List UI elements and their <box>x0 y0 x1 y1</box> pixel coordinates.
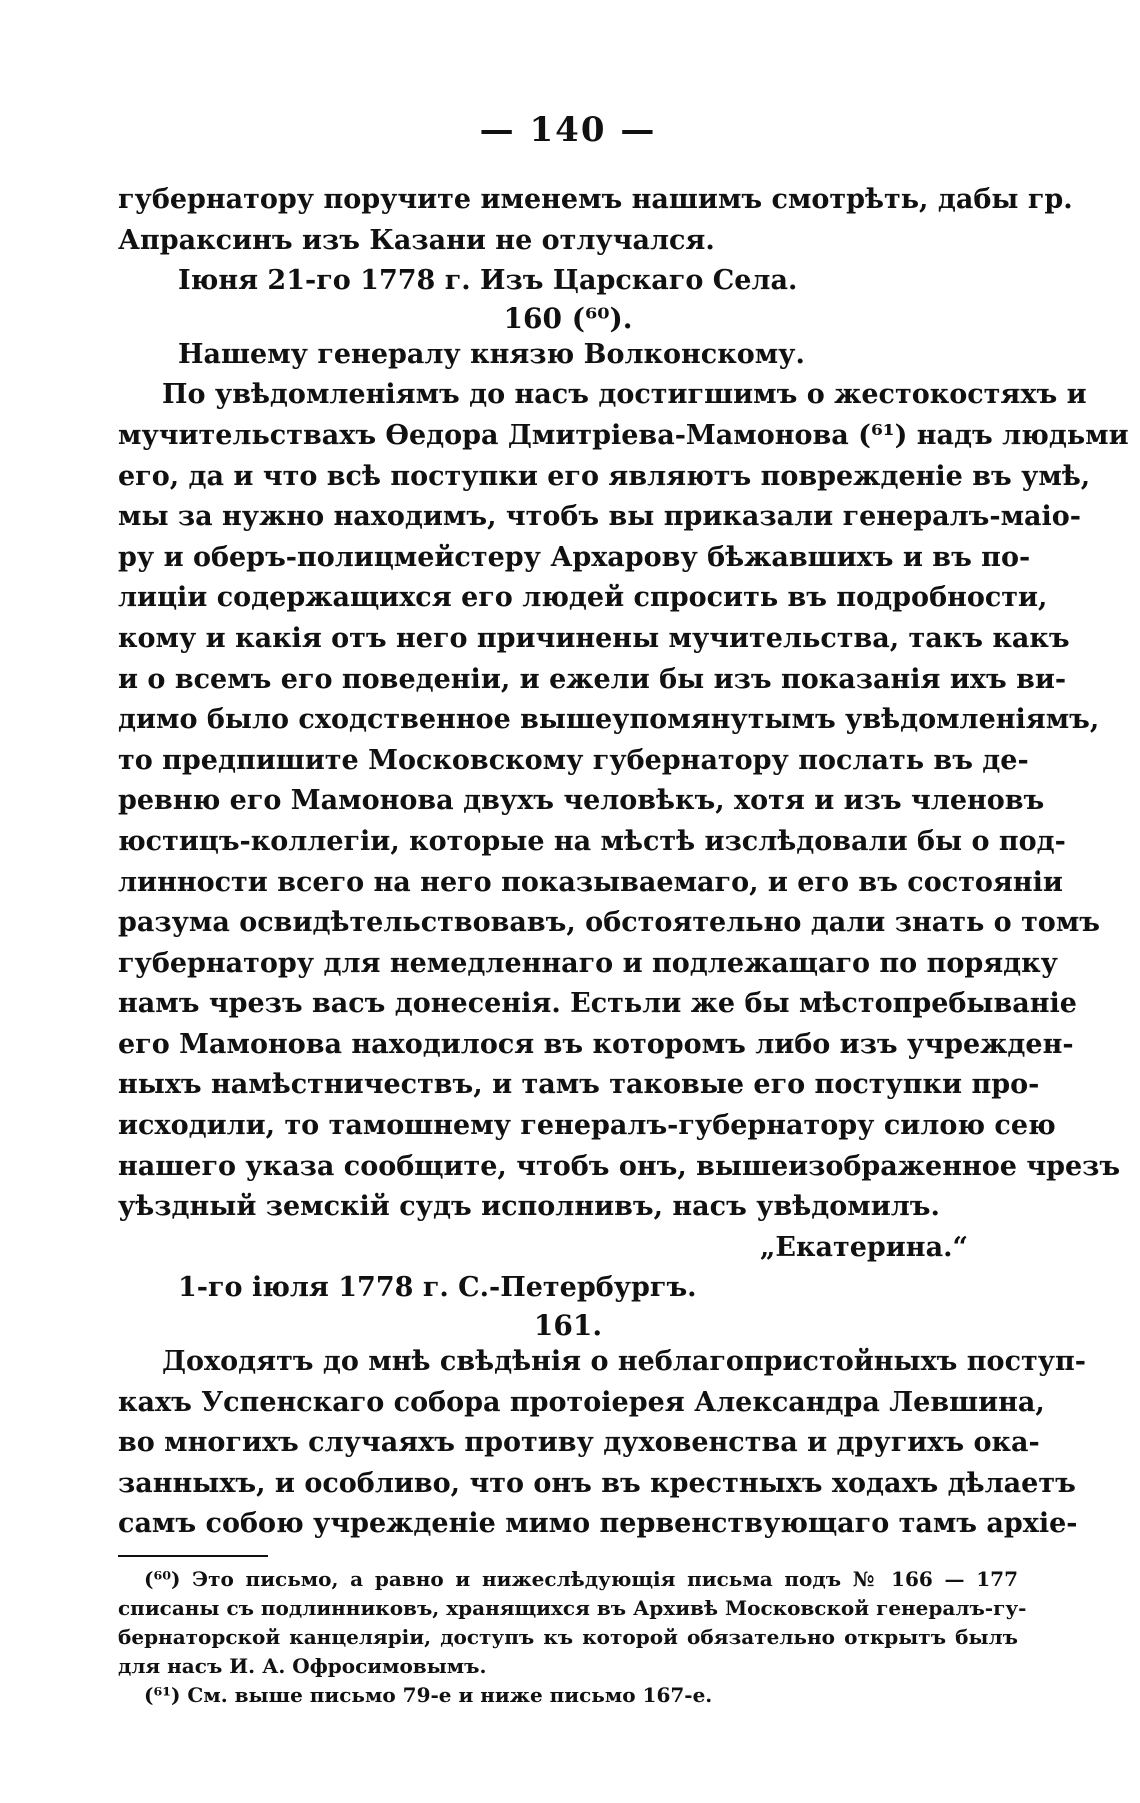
text-line: исходили, то тамошнему генералъ-губернатору силою сею <box>118 1110 1056 1142</box>
text-line: мучительствахъ Ѳедора Дмитріева-Мамонова (⁶¹) надъ людьми <box>118 419 1129 451</box>
text-line: и о всемъ его поведеніи, и ежели бы изъ показанія ихъ ви- <box>118 663 1067 695</box>
page-number: — 140 — <box>479 110 657 150</box>
footnote-divider <box>118 1555 268 1557</box>
text-line: Доходятъ до мнѣ свѣдѣнія о неблагопристойныхъ поступ- <box>162 1346 1086 1378</box>
text-line: разума освидѣтельствовавъ, обстоятельно дали знать о томъ <box>118 907 1100 939</box>
text-line: нашего указа сообщите, чтобъ онъ, вышеизображенное чрезъ <box>118 1150 1121 1182</box>
text-line: его Мамонова находилося въ которомъ либо изъ учрежден- <box>118 1028 1074 1060</box>
text-line: По увѣдомленіямъ до насъ достигшимъ о жестокостяхъ и <box>162 379 1087 411</box>
text-line: мы за нужно находимъ, чтобъ вы приказали генералъ-маіо- <box>118 501 1081 533</box>
letter-date: Іюня 21-го 1778 г. Изъ Царскаго Села. <box>178 265 798 297</box>
text-line: во многихъ случаяхъ противу духовенства и другихъ ока- <box>118 1427 1040 1459</box>
text-line: лиціи содержащихся его людей спросить въ подробности, <box>118 582 1048 614</box>
letter-number-160: 160 (⁶⁰). <box>503 301 633 335</box>
text-line: ныхъ намѣстничествъ, и тамъ таковые его поступки про- <box>118 1069 1040 1101</box>
text-line: то предпишите Московскому губернатору послать въ де- <box>118 744 1029 776</box>
footnote-line: для насъ И. А. Офросимовымъ. <box>118 1654 487 1678</box>
footnote-line: бернаторской канцеляріи, доступъ къ которой обязательно открытъ былъ <box>118 1625 1018 1649</box>
text-line: губернатору для немедленнаго и подлежащаго по порядку <box>118 947 1058 979</box>
text-line: занныхъ, и особливо, что онъ въ крестныхъ ходахъ дѣлаетъ <box>118 1467 1076 1499</box>
text-line: димо было сходственное вышеупомянутымъ увѣдомленіямъ, <box>118 704 1100 736</box>
text-line: кому и какія отъ него причинены мучительства, такъ какъ <box>118 622 1070 654</box>
text-line: кахъ Успенскаго собора протоіерея Александра Левшина, <box>118 1386 1045 1418</box>
text-line: Апраксинъ изъ Казани не отлучался. <box>118 224 715 256</box>
text-line: его, да и что всѣ поступки его являютъ поврежденіе въ умѣ, <box>118 460 1091 492</box>
text-line: юстицъ-коллегіи, которые на мѣстѣ изслѣдовали бы о под- <box>118 825 1066 857</box>
footnote-line: (⁶⁰) Это письмо, а равно и нижеслѣдующія письма подъ № 166 — 177 <box>144 1567 1018 1591</box>
signature: „Екатерина.“ <box>759 1231 968 1263</box>
text-line: ру и оберъ-полицмейстеру Архарову бѣжавшихъ и въ по- <box>118 541 1031 573</box>
text-line: линности всего на него показываемаго, и его въ состояніи <box>118 866 1063 898</box>
text-line: намъ чрезъ васъ донесенія. Естьли же бы мѣстопребываніе <box>118 988 1077 1020</box>
letter-number-161: 161. <box>533 1309 603 1343</box>
text-line: самъ собою учрежденіе мимо первенствующаго тамъ архіе- <box>118 1508 1078 1540</box>
footnote-line: списаны съ подлинниковъ, хранящихся въ Архивѣ Московской генералъ-гу- <box>118 1596 1027 1620</box>
letter-date: 1-го іюля 1778 г. С.-Петербургъ. <box>178 1272 697 1304</box>
text-line: губернатору поручите именемъ нашимъ смотрѣть, дабы гр. <box>118 184 1073 215</box>
text-line: уѣздный земскій судъ исполнивъ, насъ увѣдомилъ. <box>118 1191 940 1223</box>
document-page <box>118 110 1129 1710</box>
footnote-line: (⁶¹) См. выше письмо 79-е и ниже письмо 167-е. <box>144 1683 713 1707</box>
text-line: ревню его Мамонова двухъ человѣкъ, хотя и изъ членовъ <box>118 785 1045 817</box>
letter-address: Нашему генералу князю Волконскому. <box>178 338 805 370</box>
